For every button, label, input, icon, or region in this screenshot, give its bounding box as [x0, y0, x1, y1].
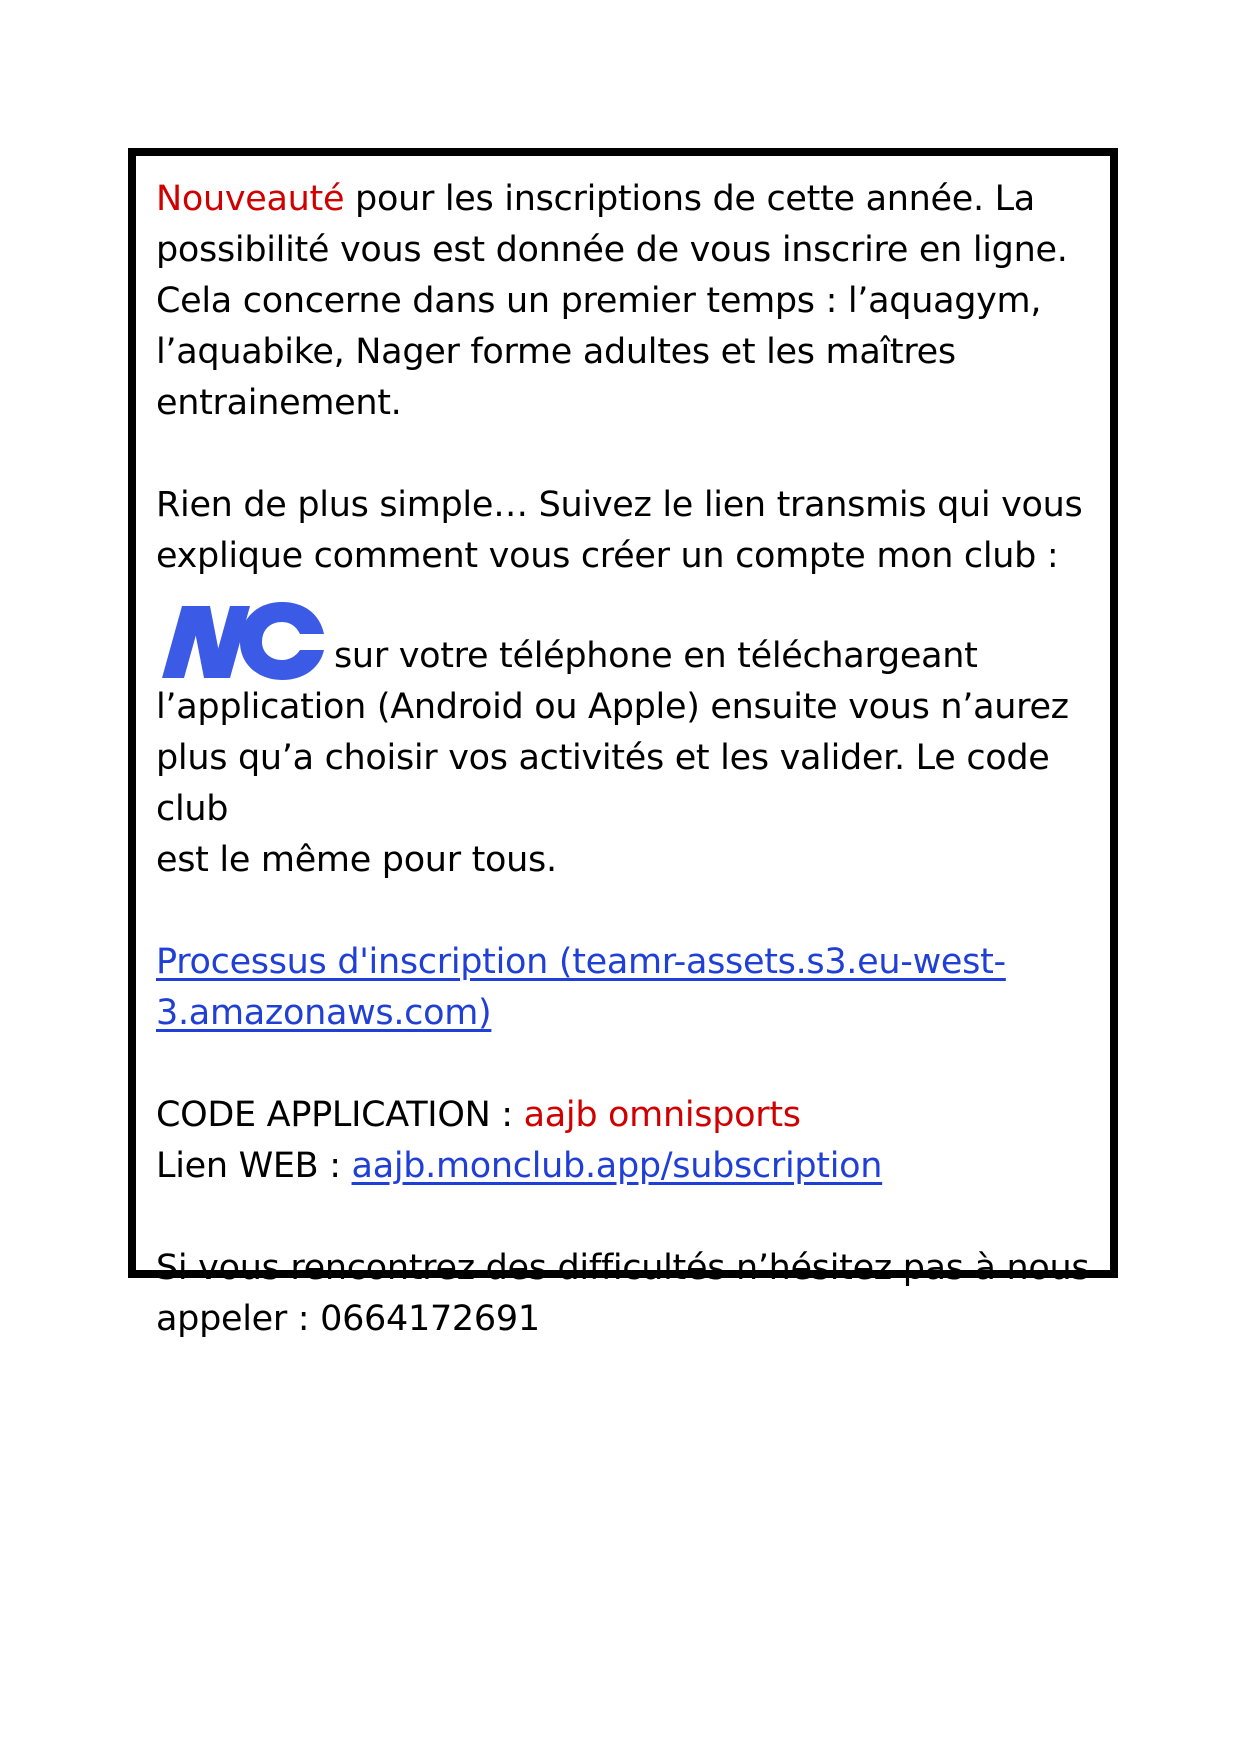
web-link-line: [156, 1141, 1098, 1192]
web-link[interactable]: aajb.monclub.app/subscription: [351, 1146, 883, 1186]
instructions-line-6: est le même pour tous.: [156, 840, 557, 880]
help-line-2: appeler : 0664172691: [156, 1299, 540, 1339]
logo-line: [156, 582, 1098, 682]
app-code-line: [156, 1090, 1098, 1141]
notice-box: [128, 148, 1118, 1339]
instructions-line-5: plus qu’a choisir vos activités et les valider. Le code club: [156, 738, 1050, 829]
app-code-value: aajb omnisports: [523, 1095, 801, 1135]
process-link-paragraph: [156, 937, 1098, 1039]
process-link-line-2[interactable]: 3.amazonaws.com): [156, 993, 492, 1033]
new-feature-highlight: Nouveauté: [156, 179, 345, 219]
instructions-line-4: l’application (Android ou Apple) ensuite vous n’aurez: [156, 687, 1069, 727]
intro-line-5: entrainement.: [156, 383, 402, 423]
web-link-label: Lien WEB :: [156, 1146, 352, 1186]
paragraph-gap: [156, 1192, 1098, 1243]
instructions-line-1: Rien de plus simple… Suivez le lien transmis qui vous: [156, 485, 1083, 525]
codes-paragraph: [156, 1090, 1098, 1192]
process-link-line-1[interactable]: Processus d'inscription (teamr-assets.s3.eu-west-: [156, 942, 1006, 982]
instructions-paragraph: [156, 480, 1098, 886]
intro-line-1-text: pour les inscriptions de cette année. La: [344, 179, 1035, 219]
intro-line-2: possibilité vous est donnée de vous inscrire en ligne.: [156, 230, 1068, 270]
paragraph-gap: [156, 429, 1098, 480]
intro-line-3: Cela concerne dans un premier temps : l’aquagym,: [156, 281, 1042, 321]
app-code-label: CODE APPLICATION :: [156, 1095, 524, 1135]
logo-line-text: sur votre téléphone en téléchargeant: [334, 636, 978, 676]
instructions-line-2: explique comment vous créer un compte mon club :: [156, 536, 1059, 576]
monclub-logo-icon: [156, 600, 328, 680]
intro-paragraph: [156, 174, 1098, 429]
intro-line-1: [156, 174, 1098, 225]
help-paragraph: [156, 1243, 1098, 1345]
paragraph-gap: [156, 886, 1098, 937]
intro-line-4: l’aquabike, Nager forme adultes et les maîtres: [156, 332, 956, 372]
help-line-1: Si vous rencontrez des difficultés n’hésitez pas à nous: [156, 1248, 1090, 1288]
paragraph-gap: [156, 1039, 1098, 1090]
